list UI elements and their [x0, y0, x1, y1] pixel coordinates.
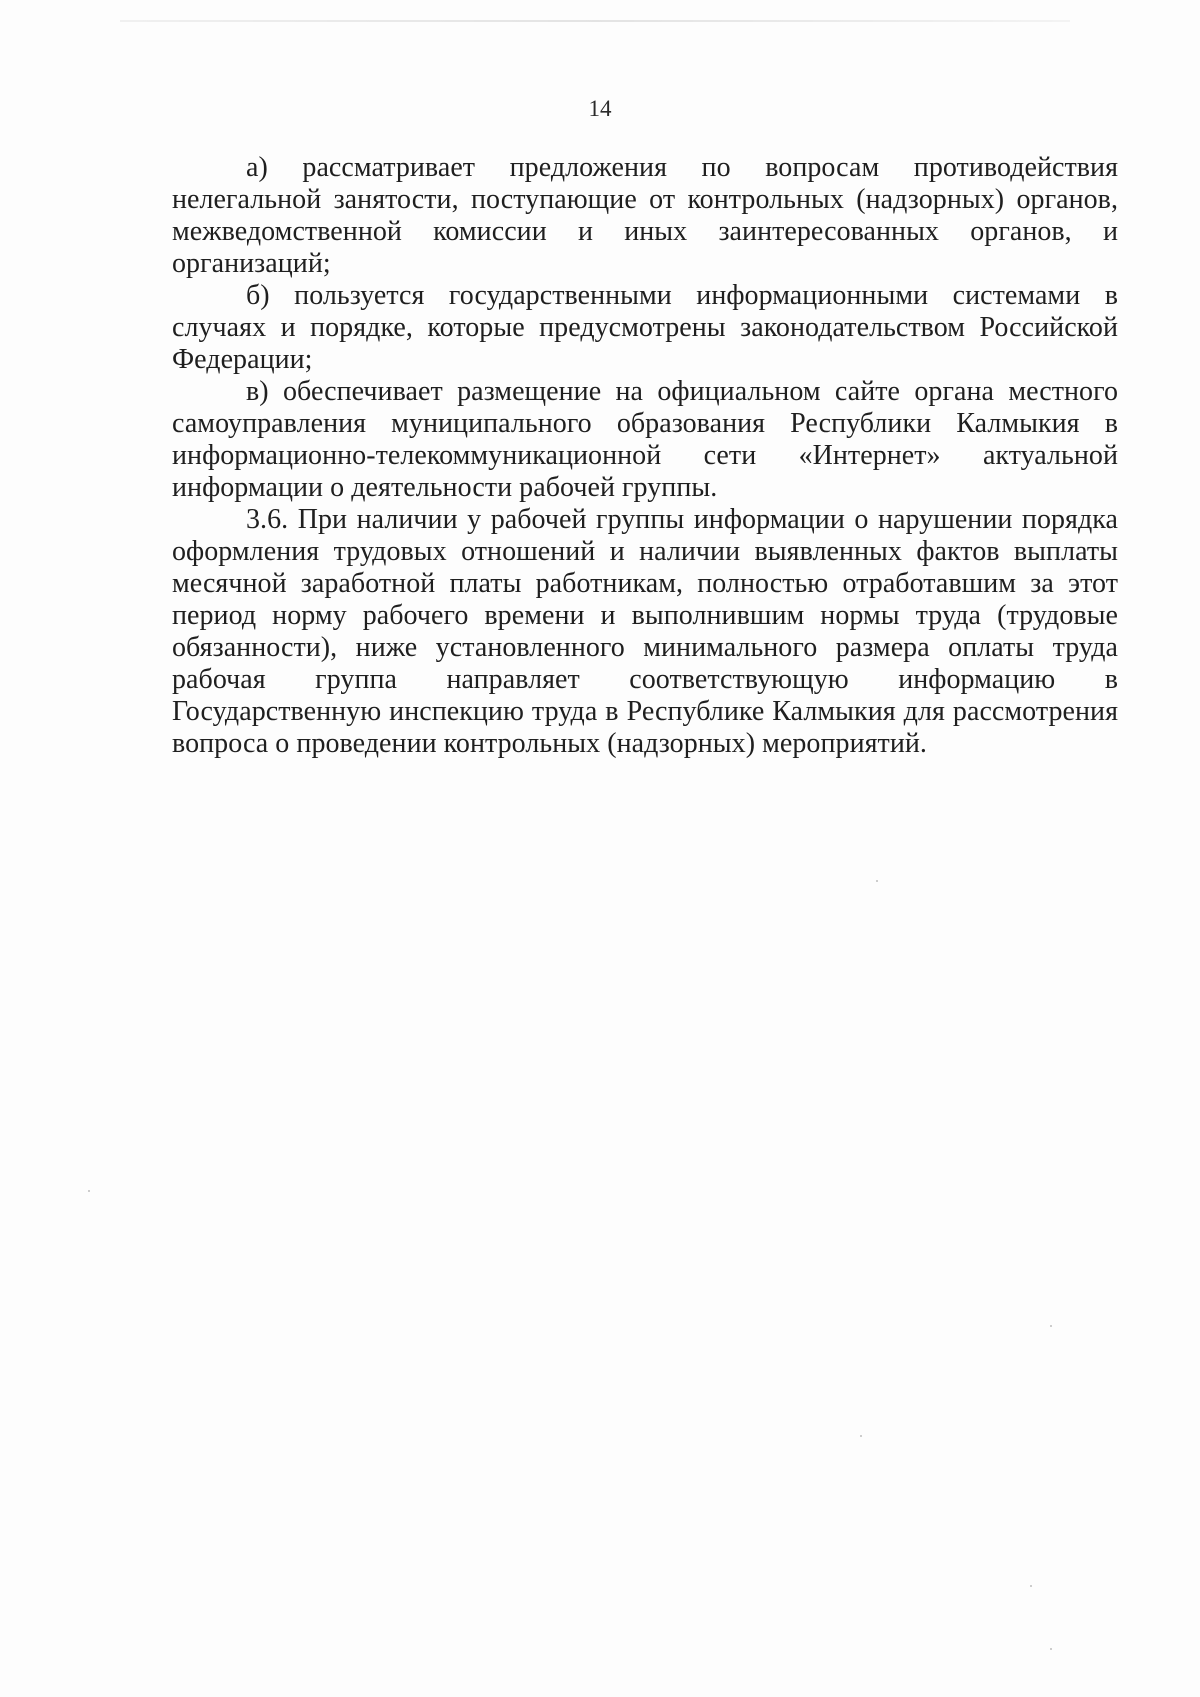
- scan-speck: [88, 1190, 90, 1192]
- paragraph-a: а) рассматривает предложения по вопросам противодействия нелегальной занятости, поступающие от контрольных (надзорных) органов, межведомственной комиссии и иных заинтересованных органов, и организаций;: [172, 152, 1118, 279]
- page-number: 14: [588, 96, 612, 121]
- scan-speck: [876, 880, 878, 882]
- scan-speck: [1030, 1585, 1032, 1587]
- scan-speck: [860, 1435, 862, 1437]
- document-body: [172, 152, 1118, 760]
- paragraph-b: б) пользуется государственными информационными системами в случаях и порядке, которые предусмотрены законодательством Российской Федерации;: [172, 280, 1118, 375]
- paragraph-v: в) обеспечивает размещение на официальном сайте органа местного самоуправления муниципального образования Республики Калмыкия в информационно-телекоммуникационной сети «Интернет» актуальной информации о деятельности рабочей группы.: [172, 376, 1118, 503]
- scan-speck: [1050, 1325, 1052, 1327]
- paragraph-3-6: 3.6. При наличии у рабочей группы информации о нарушении порядка оформления трудовых отношений и наличии выявленных фактов выплаты месячной заработной платы работникам, полностью отработавшим за этот период норму рабочего времени и выполнившим нормы труда (трудовые обязанности), ниже установленного минимального размера оплаты труда рабочая группа направляет соответствующую информацию в Государственную инспекцию труда в Республике Калмыкия для рассмотрения вопроса о проведении контрольных (надзорных) мероприятий.: [172, 504, 1118, 759]
- scan-speck: [1050, 1648, 1052, 1650]
- scan-edge-artifact: [120, 20, 1070, 22]
